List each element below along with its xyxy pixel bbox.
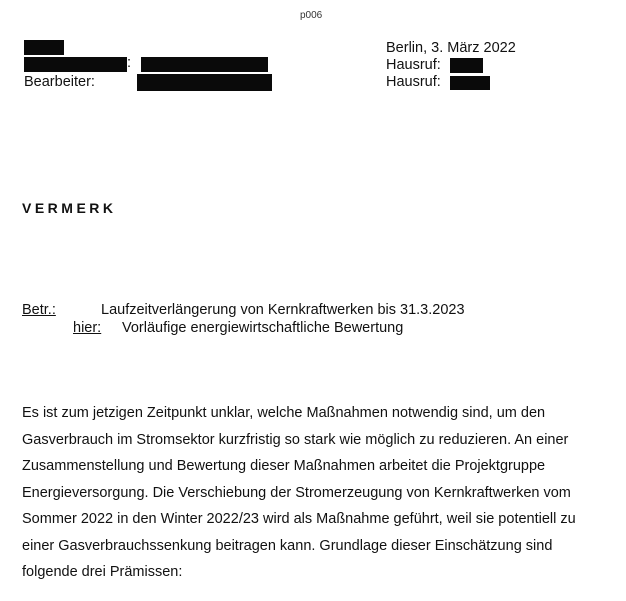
body-line: Sommer 2022 in den Winter 2022/23 wird als Maßnahme geführt, weil sie potentiell zu (22, 511, 576, 527)
redaction-block-department (24, 57, 127, 72)
redaction-block-hausruf-1 (450, 58, 483, 73)
hausruf-label-2: Hausruf: (386, 74, 441, 90)
redaction-block-bearbeiter (137, 74, 272, 91)
body-line: folgende drei Prämissen: (22, 564, 183, 580)
department-colon: : (127, 55, 132, 71)
redaction-block-org (24, 40, 64, 55)
body-line: einer Gasverbrauchssenkung beitragen kann. Grundlage dieser Einschätzung sind (22, 537, 553, 554)
document-title: VERMERK (22, 200, 117, 216)
redaction-block-department-value (141, 57, 268, 72)
hausruf-label-1: Hausruf: (386, 57, 441, 73)
subtopic-label: hier: (73, 320, 102, 336)
body-line: Zusammenstellung und Bewertung dieser Maßnahmen arbeitet die Projektgruppe (22, 458, 546, 474)
body-line: Energieversorgung. Die Verschiebung der Stromerzeugung von Kernkraftwerken vom (22, 484, 571, 501)
subtopic-text: Vorläufige energiewirtschaftliche Bewertung (122, 320, 404, 336)
redaction-block-hausruf-2 (450, 76, 490, 90)
page-number: p006 (300, 10, 323, 21)
bearbeiter-label: Bearbeiter: (24, 74, 95, 90)
body-line: Es ist zum jetzigen Zeitpunkt unklar, welche Maßnahmen notwendig sind, um den (22, 405, 546, 421)
subject-label: Betr.: (22, 302, 56, 318)
document-date: Berlin, 3. März 2022 (386, 40, 516, 56)
subject-text: Laufzeitverlängerung von Kernkraftwerken bis 31.3.2023 (101, 302, 465, 318)
body-paragraph (22, 400, 622, 586)
body-line: Gasverbrauch im Stromsektor kurzfristig so stark wie möglich zu reduzieren. An einer (22, 431, 569, 448)
